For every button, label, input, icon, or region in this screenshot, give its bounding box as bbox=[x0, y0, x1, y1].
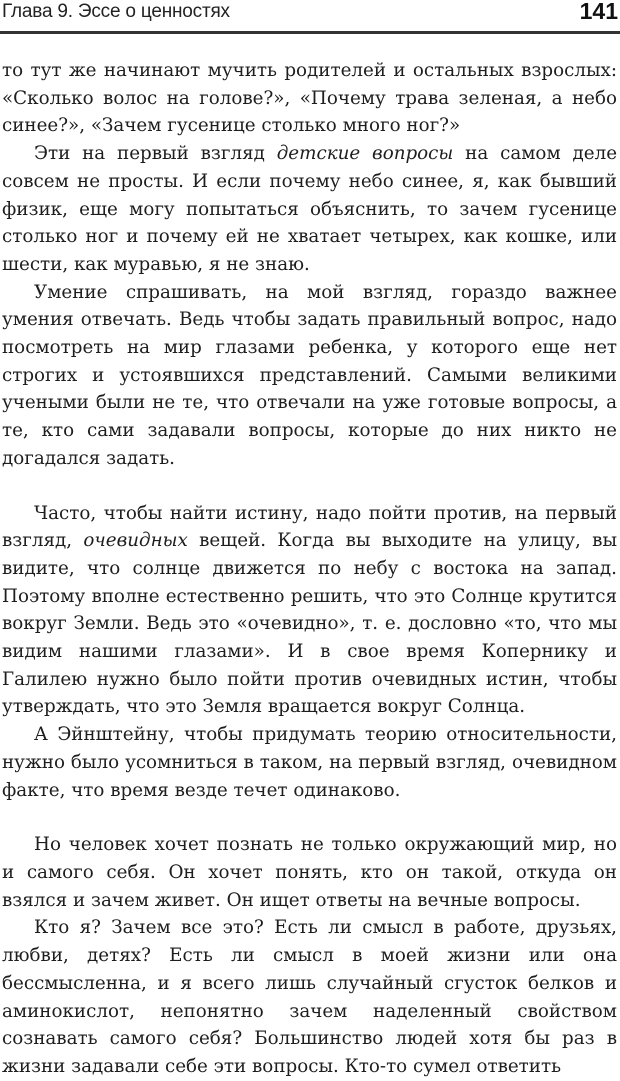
body-text bbox=[2, 57, 617, 1081]
paragraph-7: Кто я? Зачем все это? Есть ли смысл в работе, друзьях, любви, детях? Есть ли смысл в моей жизни или она бессмысленна, и я всего лишь случайный сгусток белков и аминокислот, непонятно зачем наделенный свойством сознавать самого себя? Большинство людей хотя бы раз в жизни задавали себе эти вопросы. Кто-то сумел ответить bbox=[2, 917, 617, 1077]
header-rule bbox=[0, 31, 620, 34]
paragraph-1: то тут же начинают мучить родителей и остальных взрослых: «Сколько волос на голове?», «Почему трава зеленая, а небо синее?», «Зачем гусенице столько много ног?» bbox=[2, 60, 617, 137]
paragraph-6: Но человек хочет познать не только окружающий мир, но и самого себя. Он хочет понять, кто он такой, откуда он взялся и зачем живет. Он ищет ответы на вечные вопросы. bbox=[2, 834, 617, 911]
paragraph-3: Умение спрашивать, на мой взгляд, гораздо важнее умения отвечать. Ведь чтобы задать правильный вопрос, надо посмотреть на мир глазами ребенка, у которого еще нет строгих и устоявшихся представлений. Самыми великими учеными были не те, что отвечали на уже готовые вопросы, а те, кто сами задавали вопросы, которые до них никто не догадался задать. bbox=[2, 281, 617, 469]
running-head: Глава 9. Эссе о ценностях bbox=[2, 1, 230, 22]
page-header bbox=[0, 0, 620, 34]
paragraph-5: А Эйнштейну, чтобы придумать теорию относительности, нужно было усомниться в таком, на первый взгляд, очевидном факте, что время везде течет одинаково. bbox=[2, 724, 617, 801]
page-number: 141 bbox=[579, 0, 618, 24]
paragraph-4: Часто, чтобы найти истину, надо пойти против, на первый взгляд, очевидных вещей. Когда вы выходите на улицу, вы видите, что солнце движется по небу с востока на запад. Поэтому вполне естественно решить, что это Солнце крутится вокруг Земли. Ведь это «очевидно», т. е. дословно «то, что мы видим нашими глазами». И в свое время Копернику и Галилею нужно было пойти против очевидных истин, чтобы утверждать, что это Земля вращается вокруг Солнца. bbox=[2, 502, 617, 718]
italic-phrase: очевидных bbox=[83, 530, 188, 552]
paragraph-2: Эти на первый взгляд детские вопросы на самом деле совсем не просты. И если почему небо синее, я, как бывший физик, еще могу попытаться объяснить, то зачем гусенице столько ног и почему ей не хватает четырех, как кошке, или шести, как муравью, я не знаю. bbox=[2, 143, 618, 275]
italic-phrase: детские вопросы bbox=[276, 143, 454, 165]
